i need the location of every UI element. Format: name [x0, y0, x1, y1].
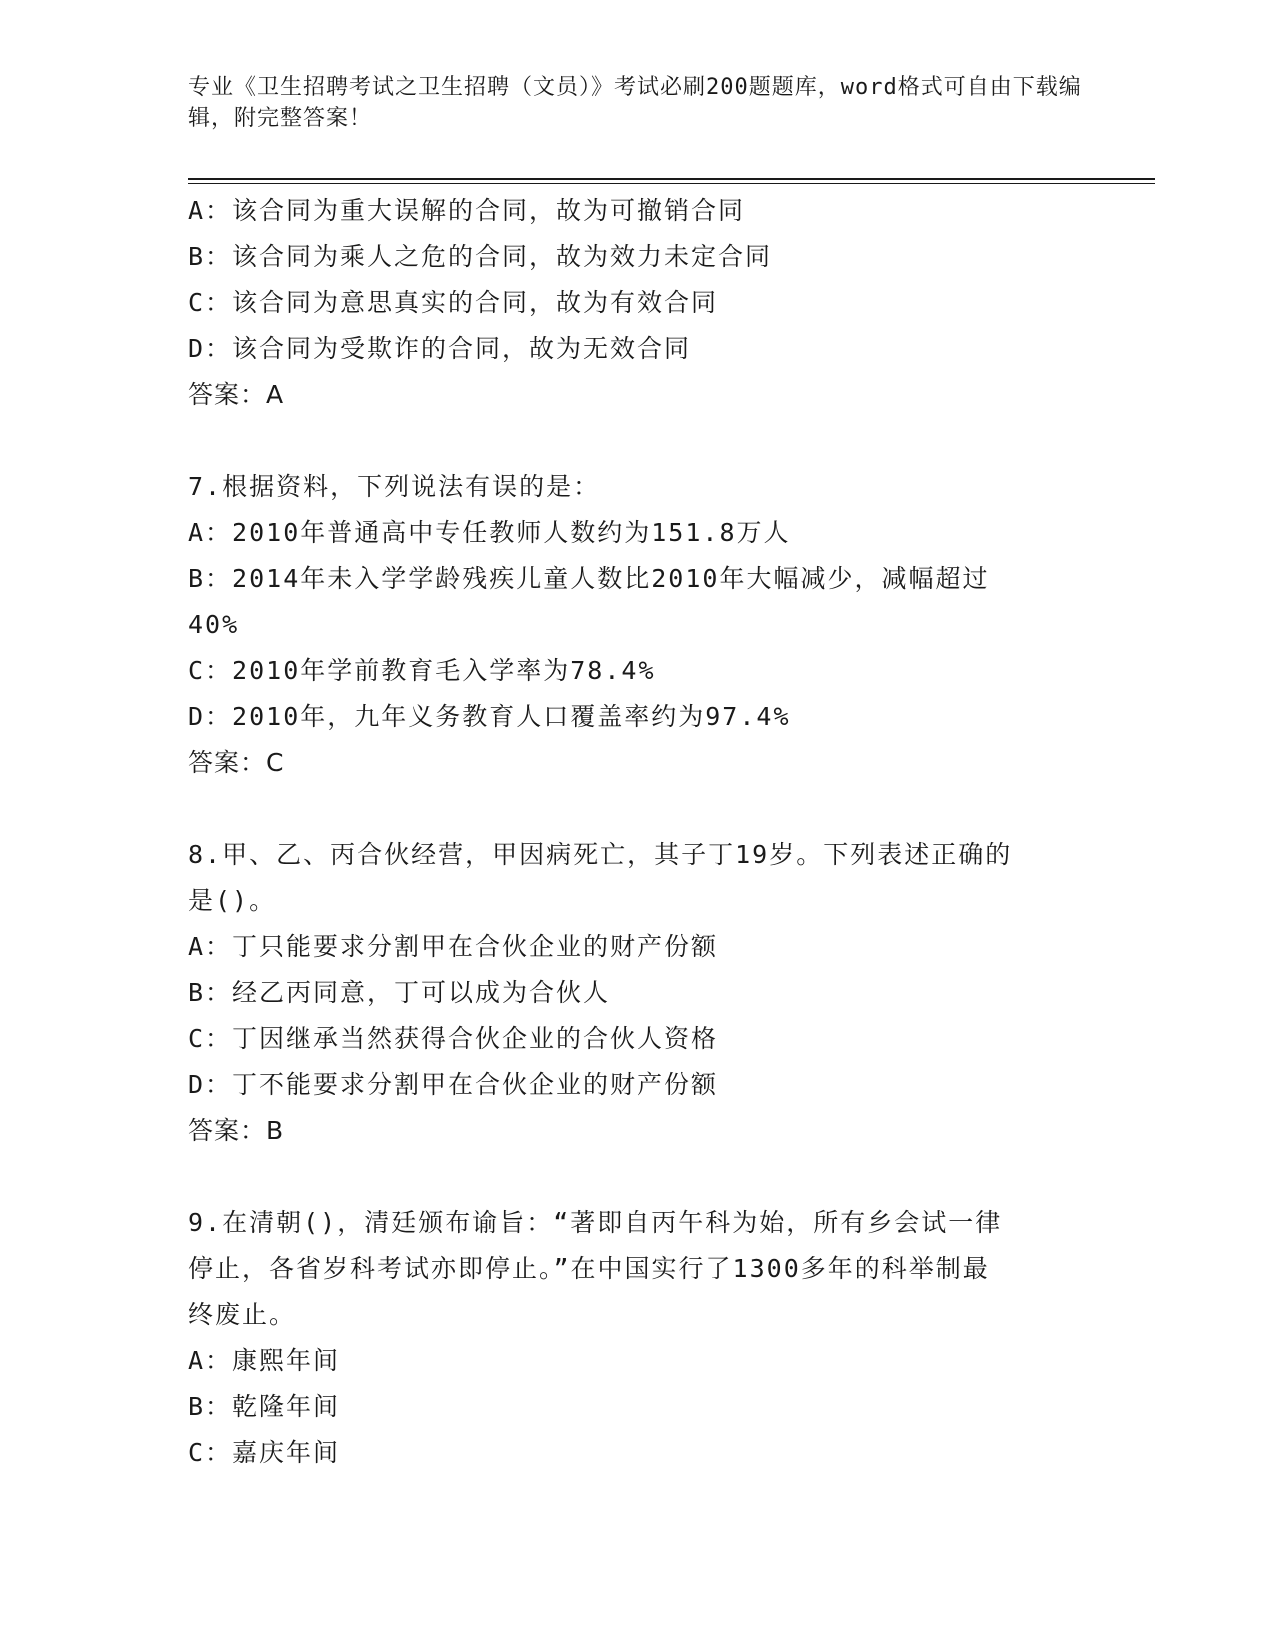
question-stem: 7.根据资料，下列说法有误的是：: [188, 472, 601, 501]
question-stem-continued: 是()。: [188, 886, 277, 915]
option-b: B：经乙丙同意，丁可以成为合伙人: [188, 978, 611, 1007]
question-7-block: [188, 464, 1088, 786]
question-6-block: [188, 188, 1088, 418]
option-c: C：丁因继承当然获得合伙企业的合伙人资格: [188, 1024, 719, 1053]
question-8-block: [188, 832, 1088, 1154]
option-d: D：2010年，九年义务教育人口覆盖率约为97.4%: [188, 702, 791, 731]
header-divider-thick: [188, 178, 1155, 180]
option-c: C：嘉庆年间: [188, 1438, 341, 1467]
question-9-block: [188, 1200, 1088, 1476]
option-d: D：该合同为受欺诈的合同，故为无效合同: [188, 334, 692, 363]
option-d: D：丁不能要求分割甲在合伙企业的财产份额: [188, 1070, 719, 1099]
question-stem-continued: 停止，各省岁科考试亦即停止。”在中国实行了1300多年的科举制最: [188, 1254, 990, 1283]
question-stem: 8.甲、乙、丙合伙经营，甲因病死亡，其子丁19岁。下列表述正确的: [188, 840, 1013, 869]
answer-line: 答案：A: [188, 380, 285, 409]
spacer: [188, 1154, 1088, 1200]
option-b: B：2014年未入学学龄残疾儿童人数比2010年大幅减少，减幅超过: [188, 564, 990, 593]
answer-line: 答案：C: [188, 748, 285, 777]
option-a: A：丁只能要求分割甲在合伙企业的财产份额: [188, 932, 719, 961]
spacer: [188, 786, 1088, 832]
option-a: A：康熙年间: [188, 1346, 341, 1375]
option-b: B：乾隆年间: [188, 1392, 341, 1421]
page-header: 专业《卫生招聘考试之卫生招聘（文员）》考试必刷200题题库，word格式可自由下载编辑，附完整答案！: [188, 75, 1082, 131]
option-c: C：该合同为意思真实的合同，故为有效合同: [188, 288, 719, 317]
answer-line: 答案：B: [188, 1116, 285, 1145]
option-a: A：该合同为重大误解的合同，故为可撤销合同: [188, 196, 746, 225]
header-divider-thin: [188, 183, 1155, 184]
question-stem-continued: 终废止。: [188, 1300, 297, 1329]
question-stem: 9.在清朝()，清廷颁布谕旨：“著即自丙午科为始，所有乡会试一律: [188, 1208, 1003, 1237]
question-content: [188, 188, 1088, 1476]
option-c: C：2010年学前教育毛入学率为78.4%: [188, 656, 656, 685]
option-b-continued: 40%: [188, 610, 240, 639]
option-b: B：该合同为乘人之危的合同，故为效力未定合同: [188, 242, 773, 271]
spacer: [188, 418, 1088, 464]
option-a: A：2010年普通高中专任教师人数约为151.8万人: [188, 518, 791, 547]
